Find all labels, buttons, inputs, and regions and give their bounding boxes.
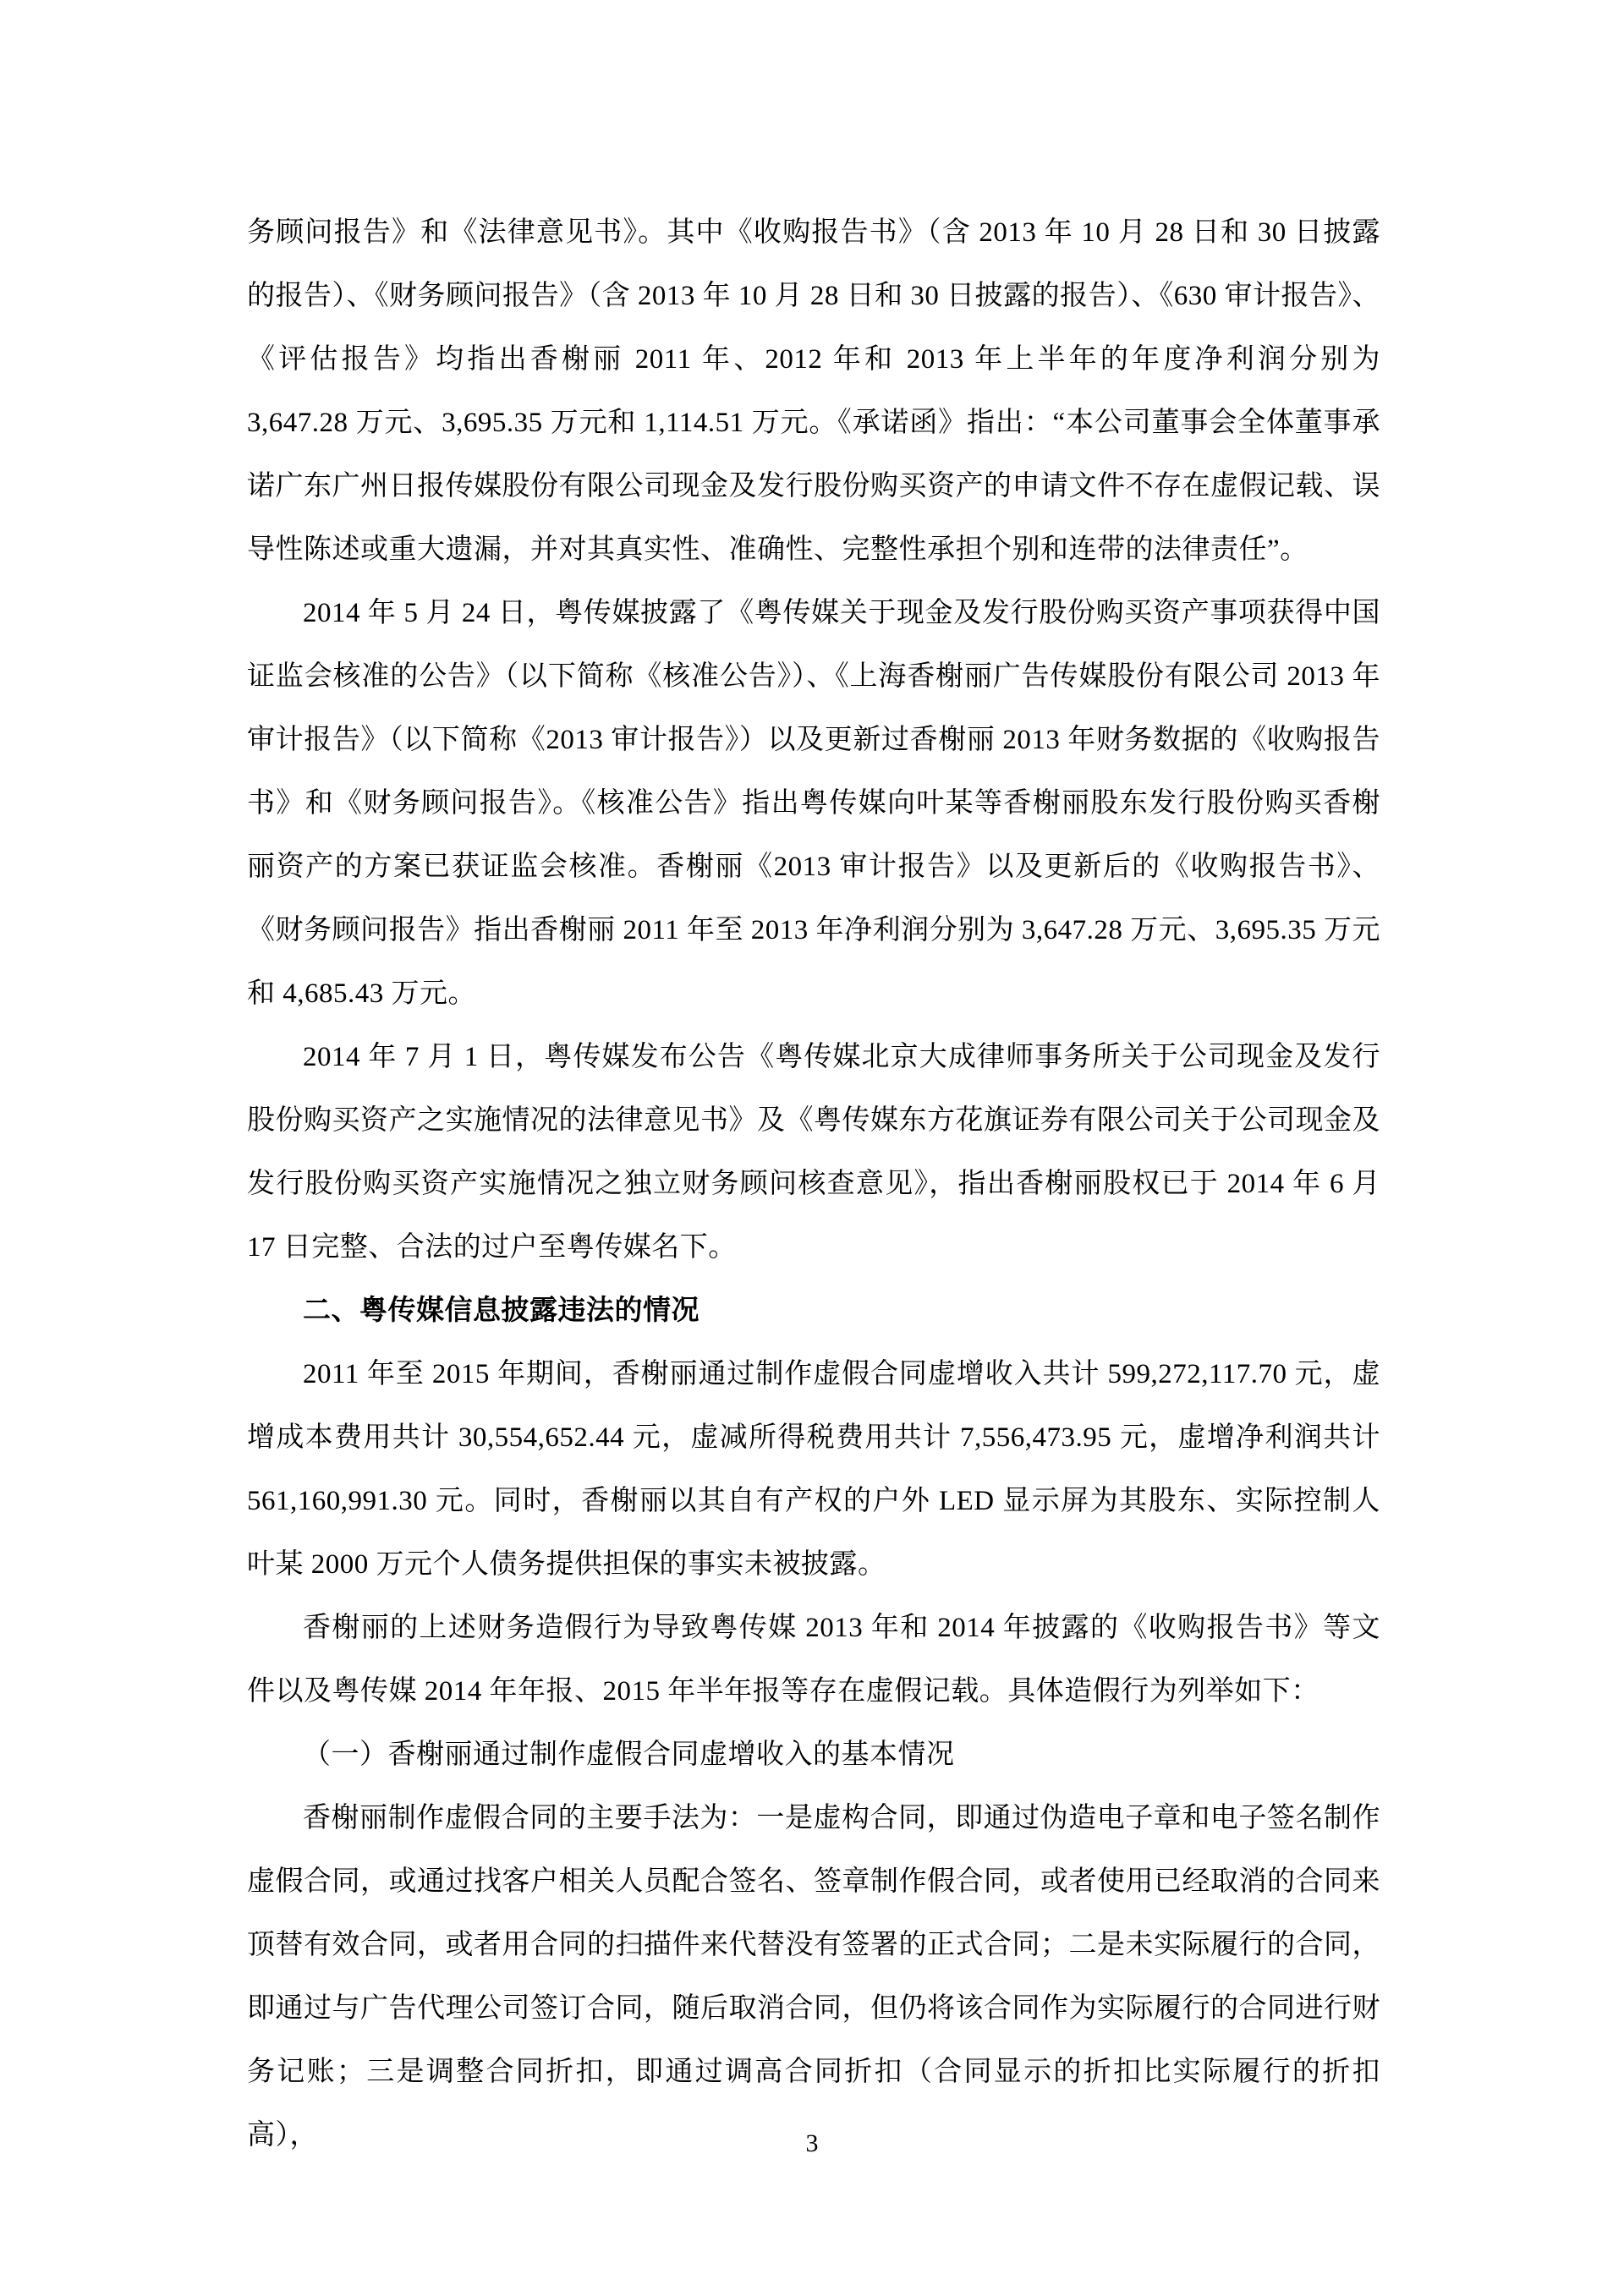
page-number: 3 xyxy=(805,2129,819,2157)
paragraph-continuation: 务顾问报告》和《法律意见书》。其中《收购报告书》（含 2013 年 10 月 28 日和 30 日披露的报告）、《财务顾问报告》（含 2013 年 10 月 28 日和 30 日披露的报告）、《630 审计报告》、《评估报告》均指出香榭丽 2011 年、2012 年和 2013 年上半年的年度净利润分别为 3,647.28 万元、3,695.35 万元和 1,114.51 万元。《承诺函》指出：“本公司董事会全体董事承诺广东广州日报传媒股份有限公司现金及发行股份购买资产的申请文件不存在虚假记载、误导性陈述或重大遗漏，并对其真实性、准确性、完整性承担个别和连带的法律责任”。 xyxy=(247,217,1380,565)
paragraph-fraud-amounts: 2011 年至 2015 年期间，香榭丽通过制作虚假合同虚增收入共计 599,272,117.70 元，虚增成本费用共计 30,554,652.44 元，虚减所得税费用共计 7,556,473.95 元，虚增净利润共计 561,160,991.30 元。同时，香榭丽以其自有产权的户外 LED 显示屏为其股东、实际控制人叶某 2000 万元个人债务提供担保的事实未被披露。 xyxy=(247,1359,1380,1580)
paragraph-approval-announcement: 2014 年 5 月 24 日，粤传媒披露了《粤传媒关于现金及发行股份购买资产事项获得中国证监会核准的公告》（以下简称《核准公告》）、《上海香榭丽广告传媒股份有限公司 2013 年审计报告》（以下简称《2013 审计报告》）以及更新过香榭丽 2013 年财务数据的《收购报告书》和《财务顾问报告》。《核准公告》指出粤传媒向叶某等香榭丽股东发行股份购买香榭丽资产的方案已获证监会核准。香榭丽《2013 审计报告》以及更新后的《收购报告书》、《财务顾问报告》指出香榭丽 2011 年至 2013 年净利润分别为 3,647.28 万元、3,695.35 万元和 4,685.43 万元。 xyxy=(247,598,1380,1009)
document-body xyxy=(247,201,1380,2167)
paragraph-legal-opinion: 2014 年 7 月 1 日，粤传媒发布公告《粤传媒北京大成律师事务所关于公司现金及发行股份购买资产之实施情况的法律意见书》及《粤传媒东方花旗证券有限公司关于公司现金及发行股份购买资产实施情况之独立财务顾问核查意见》，指出香榭丽股权已于 2014 年 6 月 17 日完整、合法的过户至粤传媒名下。 xyxy=(247,1042,1380,1263)
subsection-heading: （一）香榭丽通过制作虚假合同虚增收入的基本情况 xyxy=(303,1740,955,1770)
paragraph-false-records: 香榭丽的上述财务造假行为导致粤传媒 2013 年和 2014 年披露的《收购报告书》等文件以及粤传媒 2014 年年报、2015 年半年报等存在虚假记载。具体造假行为列举如下： xyxy=(247,1613,1380,1707)
paragraph-fraud-methods: 香榭丽制作虚假合同的主要手法为：一是虚构合同，即通过伪造电子章和电子签名制作虚假合同，或通过找客户相关人员配合签名、签章制作假合同，或者使用已经取消的合同来顶替有效合同，或者用合同的扫描件来代替没有签署的正式合同；二是未实际履行的合同，即通过与广告代理公司签订合同，随后取消合同，但仍将该合同作为实际履行的合同进行财务记账；三是调整合同折扣，即通过调高合同折扣（合同显示的折扣比实际履行的折扣高）， xyxy=(247,1803,1380,2151)
section-heading: 二、粤传媒信息披露违法的情况 xyxy=(303,1296,700,1326)
